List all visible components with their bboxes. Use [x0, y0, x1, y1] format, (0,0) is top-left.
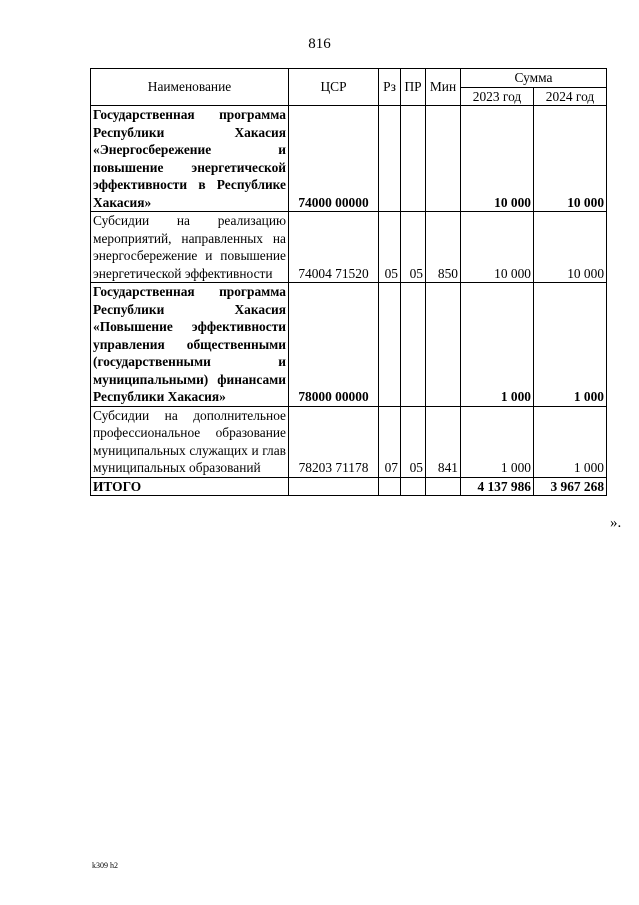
table-row: [91, 406, 607, 477]
closing-quote-mark: ».: [610, 515, 622, 531]
table-row: [91, 212, 607, 283]
page-number: 816: [308, 36, 331, 52]
row-rz: [379, 283, 401, 407]
row-sum-2024: 1 000: [534, 283, 607, 407]
total-sum-2024: 3 967 268: [534, 477, 607, 496]
row-sum-2023: 10 000: [461, 106, 534, 212]
footer-code: k309 h2: [92, 861, 118, 870]
row-min: [426, 106, 461, 212]
header-rz: Рз: [379, 69, 401, 106]
total-pr: [401, 477, 426, 496]
row-rz: 07: [379, 406, 401, 477]
row-rz: [379, 106, 401, 212]
row-name: Государственная программа Республики Хакасия «Энергосбережение и повышение энергетической эффективности в Республике Хакасия»: [91, 106, 289, 212]
row-csr: 74000 00000: [289, 106, 379, 212]
row-sum-2023: 1 000: [461, 406, 534, 477]
row-pr: 05: [401, 212, 426, 283]
header-csr: ЦСР: [289, 69, 379, 106]
row-csr: 74004 71520: [289, 212, 379, 283]
row-csr: 78000 00000: [289, 283, 379, 407]
row-pr: 05: [401, 406, 426, 477]
header-sum: Сумма: [461, 69, 607, 88]
row-pr: [401, 106, 426, 212]
table-row: [91, 283, 607, 407]
header-row: [91, 69, 607, 88]
row-name: Субсидии на реализацию мероприятий, направленных на энергосбережение и повышение энергетической эффективности: [91, 212, 289, 283]
row-sum-2023: 1 000: [461, 283, 534, 407]
row-sum-2024: 1 000: [534, 406, 607, 477]
row-name: Субсидии на дополнительное профессиональное образование муниципальных служащих и глав муниципальных образований: [91, 406, 289, 477]
row-sum-2024: 10 000: [534, 106, 607, 212]
header-year-2023: 2023 год: [461, 87, 534, 106]
table-row: [91, 106, 607, 212]
total-label: ИТОГО: [91, 477, 289, 496]
header-name: Наименование: [91, 69, 289, 106]
total-sum-2023: 4 137 986: [461, 477, 534, 496]
row-rz: 05: [379, 212, 401, 283]
total-min: [426, 477, 461, 496]
row-min: [426, 283, 461, 407]
row-sum-2023: 10 000: [461, 212, 534, 283]
header-pr: ПР: [401, 69, 426, 106]
total-csr: [289, 477, 379, 496]
row-min: 841: [426, 406, 461, 477]
row-min: 850: [426, 212, 461, 283]
row-name: Государственная программа Республики Хакасия «Повышение эффективности управления общественными (государственными и муниципальными) финансами Республики Хакасия»: [91, 283, 289, 407]
total-row: [91, 477, 607, 496]
header-min: Мин: [426, 69, 461, 106]
row-csr: 78203 71178: [289, 406, 379, 477]
header-year-2024: 2024 год: [534, 87, 607, 106]
total-rz: [379, 477, 401, 496]
row-sum-2024: 10 000: [534, 212, 607, 283]
row-pr: [401, 283, 426, 407]
budget-table: [90, 68, 607, 496]
